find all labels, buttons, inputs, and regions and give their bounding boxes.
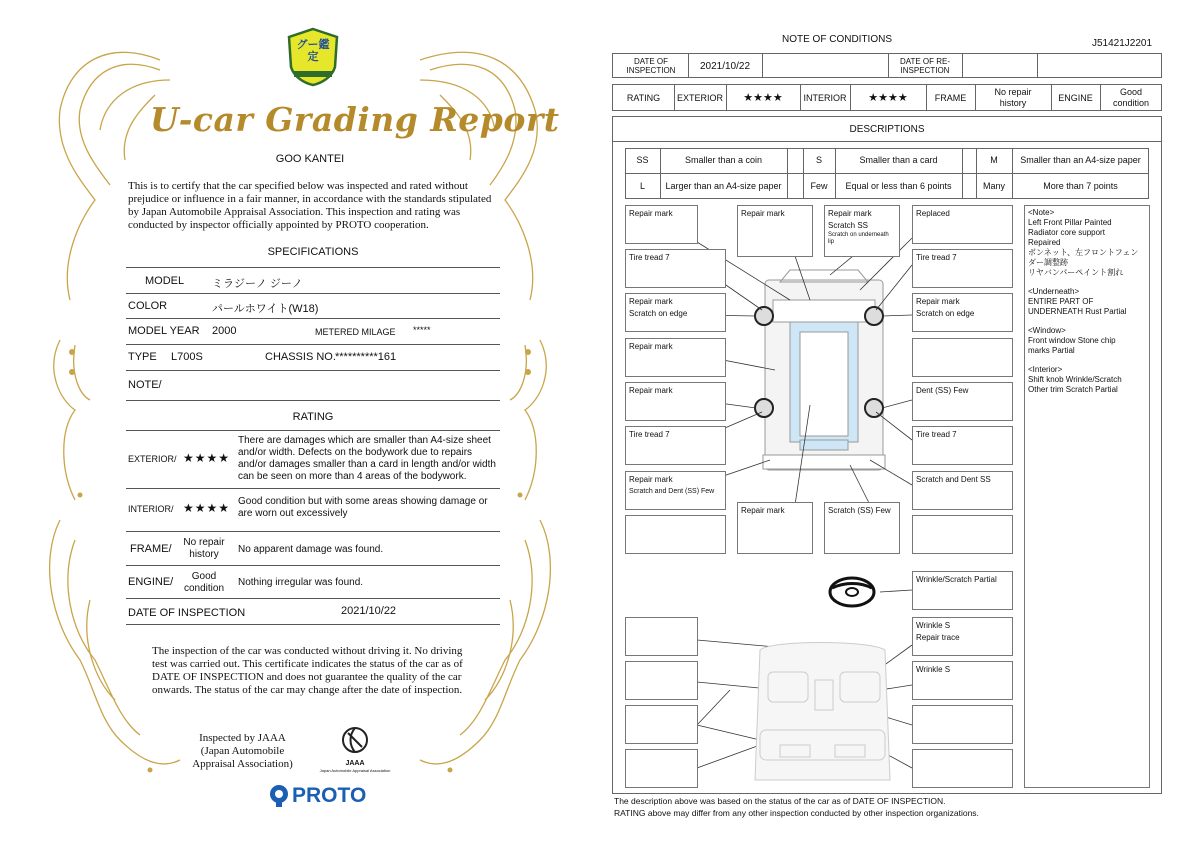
frame-value: No repair history [994,87,1032,108]
damage-box [912,661,1013,700]
damage-box [625,749,698,788]
proto-logo [268,783,366,809]
damage-box [824,502,900,554]
engine-label: ENGINE [1058,92,1093,103]
damage-label: Tire tread 7 [629,430,670,439]
divider [126,598,500,599]
note-line: <Underneath> [1028,287,1080,296]
milage-label: METERED MILAGE [315,327,396,337]
divider [1037,53,1038,78]
note-line: Left Front Pillar Painted [1028,218,1112,227]
damage-label: Scratch and Dent SS [916,475,991,484]
divider [126,488,500,489]
damage-box [625,471,726,510]
damage-label: Tire tread 7 [916,253,957,262]
frame-value: No repair history [183,537,225,560]
damage-box [625,617,698,656]
damage-label: Repair mark [629,386,673,395]
divider [762,53,763,78]
rating-label: RATING [626,92,661,103]
note-line: リヤバンパーペイント割れ [1028,268,1124,277]
damage-box [625,705,698,744]
interior-stars: ★★★★ [183,501,231,515]
damage-box [912,705,1013,744]
date-of-inspection-label: DATE OF INSPECTION [626,57,676,75]
damage-box [912,249,1013,288]
damage-label: Scratch on underneath lip [828,232,889,245]
exterior-label: EXTERIOR/ [128,454,177,464]
exterior-description: There are damages which are smaller than A4-size sheet and/or width. Defects on the bodywork due to repairs and/or damages smaller than a card in length and/or width can be seen on more than 4 areas of the bodywork. [238,435,496,482]
note-spacer [1028,317,1146,326]
proto-mark-icon [268,784,290,808]
chassis-label: CHASSIS NO. [265,351,336,363]
legend-code: Many [982,180,1005,191]
note-line: <Window> [1028,326,1066,335]
exterior-label: EXTERIOR [676,92,723,103]
note-line: Other trim Scratch Partial [1028,385,1118,394]
damage-box [737,205,813,257]
damage-label: Wrinkle S [916,621,951,630]
rating-heading: RATING [292,411,334,423]
damage-box [912,617,1013,656]
frame-label: FRAME [934,92,967,103]
damage-box [625,293,726,332]
model-year-label: MODEL YEAR [128,325,200,337]
jaaa-logo-text: JAAA [345,760,365,767]
document-id: J51421J2201 [1092,38,1153,49]
damage-label: Repair mark [629,209,673,218]
type-value: L700S [171,351,203,363]
legend-text: More than 7 points [1043,180,1118,191]
milage-value: ***** [413,325,431,335]
steering-wheel-icon [830,578,874,606]
notes-title: NOTE OF CONDITIONS [782,34,892,45]
damage-box [625,515,726,554]
damage-box [737,502,813,554]
engine-value: Good condition [1112,87,1150,108]
legend-text: Larger than an A4-size paper [665,180,782,191]
damage-box [912,293,1013,332]
badge-text: グー鑑定 [296,39,330,63]
certification-statement: This is to certify that the car specified below was inspected and rated without prejudice or influence in a fair manner, in accordance with the standards stipulated by Japan Automobile Appraisal Association. This inspection and rating was conducted by inspector officially appointed by PROTO cooperation. [128,180,492,231]
divider [126,531,500,532]
divider [975,84,976,111]
damage-box [912,471,1013,510]
legend-text: Smaller than a card [859,155,938,165]
damage-box [824,205,900,257]
damage-label: Scratch (SS) Few [828,506,891,515]
descriptions-heading: DESCRIPTIONS [849,123,925,135]
globe-icon [340,725,370,755]
damage-label: Repair mark [741,209,785,218]
damage-box [912,205,1013,244]
brand-name: GOO KANTEI [275,153,345,165]
damage-label: Wrinkle/Scratch Partial [916,575,997,584]
note-label: NOTE/ [128,379,162,391]
damage-label: Dent (SS) Few [916,386,969,395]
damage-label: Repair mark [629,342,673,351]
damage-label: Repair mark [629,475,673,484]
damage-label: Scratch on edge [916,309,975,318]
legend-text: Smaller than a coin [684,155,763,165]
damage-box [625,338,726,377]
damage-label: Scratch SS [828,221,869,230]
damage-box [912,571,1013,610]
divider [126,624,500,625]
interior-stars: ★★★★ [868,91,908,104]
divider [962,53,963,78]
divider [126,430,500,431]
engine-description: Nothing irregular was found. [238,577,364,588]
divider [126,293,500,294]
damage-label: Repair mark [741,506,785,515]
divider [612,141,1162,142]
note-line: ENTIRE PART OF [1028,297,1094,306]
note-line: Radiator core support [1028,228,1105,237]
note-spacer [1028,278,1146,287]
interior-label: INTERIOR [803,92,847,103]
model-label: MODEL [145,275,185,287]
damage-box [625,661,698,700]
interior-description: Good condition but with some areas showing damage or are worn out excessively [238,496,488,519]
damage-box [625,249,726,288]
legend-text: Equal or less than 6 points [845,180,952,191]
damage-label: Scratch on edge [629,309,688,318]
note-spacer [1028,356,1146,365]
damage-label: Repair mark [916,297,960,306]
note-line: UNDERNEATH Rust Partial [1028,307,1127,316]
damage-box [912,382,1013,421]
divider [126,565,500,566]
damage-box [625,426,726,465]
engine-value: Good condition [183,571,225,594]
interior-label: INTERIOR/ [128,504,174,514]
damage-box [625,382,726,421]
note-line: Shift knob Wrinkle/Scratch [1028,375,1122,384]
damage-box [912,338,1013,377]
damage-label: Repair mark [828,209,872,218]
legend-code: SS [636,155,649,165]
engine-label: ENGINE/ [128,576,174,588]
color-value: パールホワイト(W18) [212,303,319,315]
divider [962,148,963,199]
color-label: COLOR [128,300,168,312]
damage-box [912,426,1013,465]
damage-box [912,749,1013,788]
date-of-inspection-value: 2021/10/22 [699,60,751,72]
notes-column [1024,205,1150,788]
damage-label: Replaced [916,209,950,218]
legend-code: Few [810,180,828,191]
damage-label: Tire tread 7 [629,253,670,262]
frame-description: No apparent damage was found. [238,544,384,555]
model-value: ミラジーノ ジーノ [212,278,303,290]
legend-code: L [639,180,645,191]
divider [126,344,500,345]
damage-box [625,205,698,244]
note-line: Front window Stone chip [1028,336,1116,345]
inspected-by: Inspected by JAAA (Japan Automobile Appraisal Association) [192,732,293,770]
note-line: <Interior> [1028,365,1063,374]
divider [126,400,500,401]
proto-logo-text: PROTO [292,784,367,807]
date-of-reinspection-label: DATE OF RE-INSPECTION [899,57,951,75]
legend-code: M [990,155,998,165]
legend-code: S [815,155,822,165]
model-year-value: 2000 [212,325,237,337]
footer-line-1: The description above was based on the status of the car as of DATE OF INSPECTION. [614,796,946,806]
type-label: TYPE [128,351,157,363]
damage-label: Repair mark [629,297,673,306]
jaaa-logo-subtext: Japan Automobile Appraisal Association [319,768,391,773]
exterior-stars: ★★★★ [743,91,783,104]
note-line: Repaired [1028,238,1061,247]
footer-line-2: RATING above may differ from any other inspection conducted by other inspection organizations. [614,808,979,818]
specifications-heading: SPECIFICATIONS [267,246,359,258]
legend-text: Smaller than an A4-size paper [1020,155,1141,165]
exterior-stars: ★★★★ [183,451,231,465]
inspection-date-value: 2021/10/22 [341,605,397,617]
divider [126,370,500,371]
report-title: U-car Grading Report [150,100,560,139]
damage-label: Wrinkle S [916,665,951,674]
divider [126,267,500,268]
note-line: <Note> [1028,208,1055,217]
damage-label: Repair trace [916,633,960,642]
chassis-value: **********161 [335,351,397,363]
inspection-date-label: DATE OF INSPECTION [128,607,246,619]
note-line: ボンネット、左フロントフェンダー調整跡 [1028,248,1139,267]
inspection-footnote: The inspection of the car was conducted without driving it. No driving test was carried out. This certificate indicates the status of the car as of DATE OF INSPECTION and does not guarantee the quality of the car onwards. The status of the car may change after the date of inspection. [152,645,463,696]
note-line: marks Partial [1028,346,1075,355]
damage-box [912,515,1013,554]
divider [126,318,500,319]
divider [787,148,788,199]
goo-kantei-badge [287,27,339,87]
damage-label: Scratch and Dent (SS) Few [629,488,715,495]
damage-label: Tire tread 7 [916,430,957,439]
frame-label: FRAME/ [130,543,172,555]
divider [1100,84,1101,111]
jaaa-logo [318,725,392,775]
